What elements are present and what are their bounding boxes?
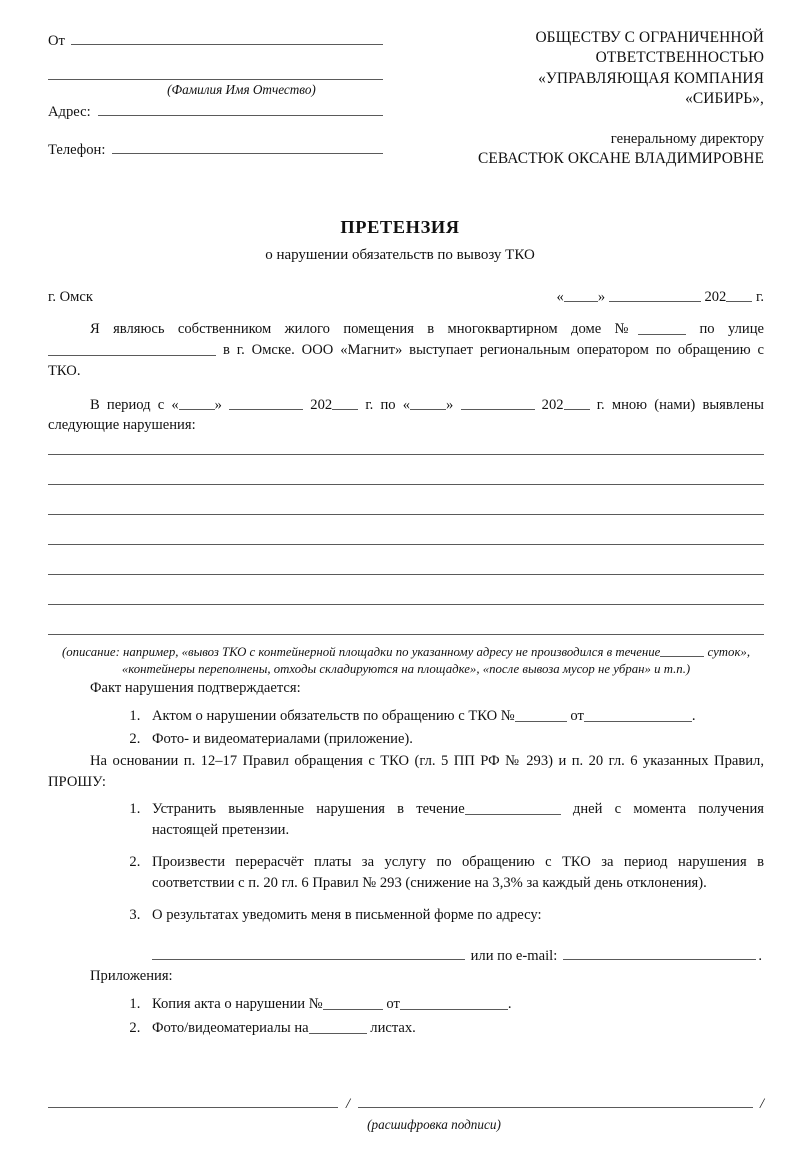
date-slot <box>557 288 764 307</box>
proof-item1-text-a: Актом о нарушении обязательств по обращению с ТКО № <box>152 708 515 725</box>
addressee-name: СЕВАСТЮК ОКСАНЕ ВЛАДИМИРОВНЕ <box>478 150 764 168</box>
attachments-list <box>48 994 764 1039</box>
signature-transcript-fill-line[interactable] <box>358 1094 753 1109</box>
document-body <box>0 306 800 1038</box>
phone-row <box>48 139 383 160</box>
quote-open: « <box>556 288 564 305</box>
phone-fill-line[interactable] <box>112 139 383 154</box>
act-number-fill-line[interactable] <box>515 707 567 722</box>
date-year-fill-line[interactable] <box>726 288 752 303</box>
reply-email-fill-line[interactable] <box>563 946 756 961</box>
addressee-org-line-2: ОТВЕТСТВЕННОСТЬЮ <box>595 49 764 67</box>
attachment-item2-text-b: листах. <box>370 1020 416 1037</box>
proof-list <box>48 706 764 749</box>
addressee-role: генеральному директору <box>610 130 764 147</box>
spacer-before-para1 <box>48 306 764 319</box>
blank-write-line[interactable] <box>48 634 764 635</box>
signature-row <box>48 1094 764 1115</box>
email-label: или по e-mail: <box>470 948 558 965</box>
period-end-day-fill-line[interactable] <box>410 395 446 410</box>
period-start-g: г. <box>365 396 374 413</box>
proof-list-item <box>144 706 764 726</box>
fio-caption: (Фамилия Имя Отчество) <box>167 81 316 97</box>
from-label: От <box>48 32 65 49</box>
attachment-sheets-fill-line[interactable] <box>309 1019 367 1034</box>
title-block <box>0 216 800 266</box>
description-hint-part-2: суток», «контейнеры переполнены, отходы складируются на площадке», «после вывоза мусор не убран» и т.п.) <box>121 644 751 677</box>
proof-item1-text-c: . <box>691 708 696 725</box>
attachment-item1-text-a: Копия акта о нарушении № <box>152 995 323 1012</box>
signature-block <box>48 1094 764 1134</box>
proof-list-item: 2. Фото- и видеоматериалами (приложение). <box>144 729 764 749</box>
remedy-days-fill-line[interactable] <box>465 800 561 815</box>
demand-item1-text-a: Устранить выявленные нарушения в течение <box>152 801 465 818</box>
attachment-act-date-fill-line[interactable] <box>400 995 508 1010</box>
ownership-text-a: Я являюсь собственником жилого помещения в многоквартирном доме № <box>90 321 639 338</box>
period-start-day-fill-line[interactable] <box>179 395 215 410</box>
house-number-fill-line[interactable] <box>638 320 686 335</box>
proof-lead: Факт нарушения подтверждается: <box>90 680 301 697</box>
period-quote-close-1: » <box>214 396 222 413</box>
act-date-fill-line[interactable] <box>584 707 692 722</box>
period-start-year-fill-line[interactable] <box>332 395 358 410</box>
demand-list-item: 3. О результатах уведомить меня в письменной форме по адресу: <box>144 905 764 925</box>
attachments-lead: Приложения: <box>90 968 173 985</box>
demand-item1-text-b: дней с момента получения настоящей претензии. <box>152 801 764 838</box>
hint-days-fill-line[interactable] <box>660 644 704 657</box>
signature-slash-end: / <box>759 1096 764 1113</box>
period-end-year-fill-line[interactable] <box>564 395 590 410</box>
period-end-year-prefix: 202 <box>541 396 564 413</box>
date-day-fill-line[interactable] <box>564 288 598 303</box>
demands-list <box>48 799 764 925</box>
attachment-item1-text-b: от <box>386 995 400 1012</box>
ownership-text-b: по улице <box>699 321 764 338</box>
period-quote-close-2: » <box>446 396 454 413</box>
period-start-year-prefix: 202 <box>310 396 333 413</box>
reply-email-period: . <box>758 948 762 965</box>
address-label: Адрес: <box>48 104 91 121</box>
addressee-org-line-3: «УПРАВЛЯЮЩАЯ КОМПАНИЯ <box>538 69 764 87</box>
spacer-before-para2 <box>48 382 764 395</box>
period-text-tail: г. мною (нами) выявлены следующие нарушения: <box>48 396 764 434</box>
date-year-prefix: 202 <box>704 288 727 305</box>
date-month-fill-line[interactable] <box>609 288 701 303</box>
period-text-a: В период с <box>90 396 165 413</box>
blank-write-line[interactable] <box>48 484 764 485</box>
period-po: по <box>380 396 396 413</box>
attachment-item1-text-c: . <box>507 995 512 1012</box>
attachment-list-item <box>144 994 764 1014</box>
signature-slash: / <box>346 1096 351 1113</box>
addressee-block <box>412 28 764 170</box>
violation-description-lines <box>48 454 764 635</box>
sender-block <box>48 28 383 159</box>
blank-write-line[interactable] <box>48 514 764 515</box>
attachment-list-item <box>144 1018 764 1038</box>
reply-address-row <box>48 946 764 967</box>
city-date-row <box>0 288 800 307</box>
reply-postal-address-fill-line[interactable] <box>152 946 465 961</box>
city-label: г. Омск <box>48 288 93 305</box>
from-row <box>48 30 383 51</box>
document-header <box>0 0 800 170</box>
addressee-org-line-1: ОБЩЕСТВУ С ОГРАНИЧЕННОЙ <box>535 29 764 46</box>
period-quote-open-1: « <box>171 396 179 413</box>
page-title: ПРЕТЕНЗИЯ <box>340 216 460 237</box>
attachment-act-number-fill-line[interactable] <box>323 995 383 1010</box>
page-subtitle: о нарушении обязательств по вывозу ТКО <box>265 247 535 264</box>
period-paragraph <box>48 395 764 436</box>
ownership-text-c: в г. Омске. ООО «Магнит» выступает региональным оператором по обращению с ТКО. <box>48 342 764 379</box>
blank-write-line[interactable] <box>48 544 764 545</box>
blank-write-line[interactable] <box>48 604 764 605</box>
description-hint-part-1: (описание: например, «вывоз ТКО с контейнерной площадки по указанному адресу не производился в течение <box>61 644 661 659</box>
date-year-suffix: г. <box>756 288 764 305</box>
period-quote-open-2: « <box>402 396 411 413</box>
signature-caption: (расшифровка подписи) <box>367 1117 501 1133</box>
address-row <box>48 101 383 122</box>
demand-list-item <box>144 799 764 840</box>
legal-basis-paragraph: На основании п. 12–17 Правил обращения с ТКО (гл. 5 ПП РФ № 293) и п. 20 гл. 6 указанных Правил, ПРОШУ: <box>48 753 764 790</box>
attachment-item2-text-a: Фото/видеоматериалы на <box>152 1020 309 1037</box>
street-fill-line[interactable] <box>48 341 216 356</box>
description-hint <box>48 644 764 679</box>
phone-label: Телефон: <box>48 141 106 158</box>
address-fill-line[interactable] <box>98 101 383 116</box>
addressee-spacer <box>412 110 764 130</box>
period-start-month-fill-line[interactable] <box>229 395 303 410</box>
addressee-org-line-4: «СИБИРЬ», <box>685 90 764 108</box>
period-end-month-fill-line[interactable] <box>461 395 535 410</box>
proof-item1-text-b: от <box>570 708 584 725</box>
signature-fill-line[interactable] <box>48 1094 338 1109</box>
ownership-paragraph <box>48 319 764 381</box>
blank-write-line[interactable] <box>48 454 764 455</box>
fio-fill-line[interactable] <box>48 79 383 80</box>
blank-write-line[interactable] <box>48 574 764 575</box>
from-name-fill-line[interactable] <box>71 30 383 45</box>
quote-close: » <box>597 288 606 305</box>
demand-list-item: 2. Произвести перерасчёт платы за услугу по обращению с ТКО за период нарушения в соответствии с п. 20 гл. 6 Правил № 293 (снижение на 3,3% за каждый день отклонения). <box>144 852 764 893</box>
